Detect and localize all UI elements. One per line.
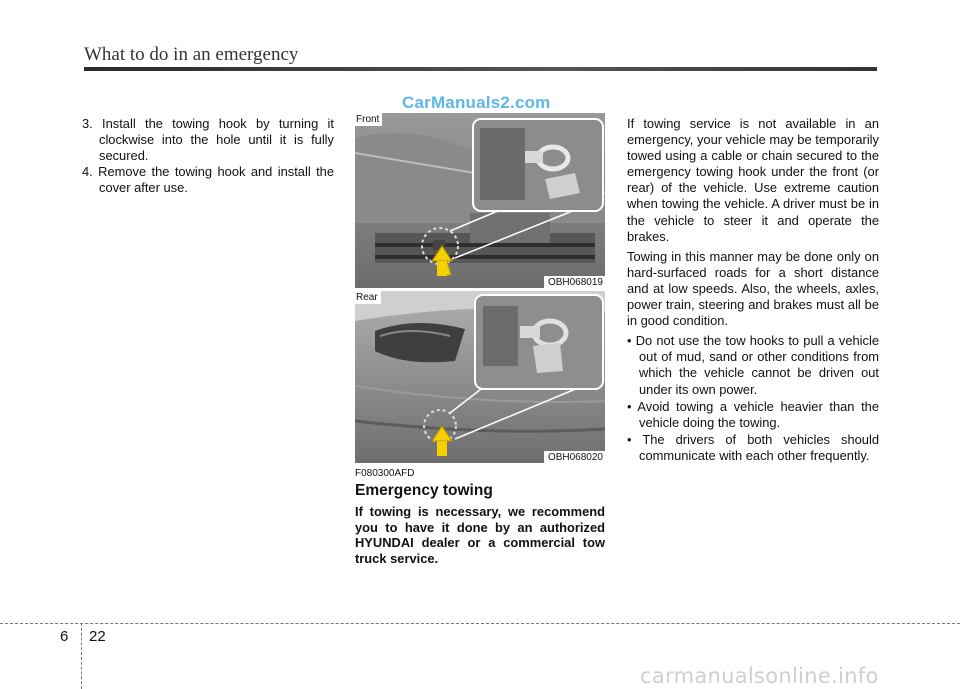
- list-item: • Do not use the tow hooks to pull a vehicle out of mud, sand or other conditions from which the vehicle cannot be driven out under its own power.: [627, 333, 879, 397]
- section-intro: If towing is necessary, we recommend you to have it done by an authorized HYUNDAI dealer or a commercial tow truck service.: [355, 504, 605, 566]
- rear-towing-hook-figure: [355, 291, 605, 463]
- step-3: 3. Install the towing hook by turning it clockwise into the hole until it is fully secured.: [82, 116, 334, 164]
- footer-vertical-divider: [81, 623, 82, 689]
- left-column: [82, 116, 334, 196]
- section-reference-code: F080300AFD: [355, 468, 415, 479]
- right-column: [627, 116, 879, 465]
- front-bumper-illustration: [355, 113, 605, 288]
- step-4: 4. Remove the towing hook and install the cover after use.: [82, 164, 334, 196]
- page-header-title: What to do in an emergency: [84, 44, 299, 65]
- site-watermark[interactable]: CarManuals2.com: [402, 93, 551, 112]
- list-item: • Avoid towing a vehicle heavier than the vehicle doing the towing.: [627, 398, 879, 430]
- front-figure-code: OBH068019: [544, 276, 605, 288]
- footer-watermark[interactable]: carmanualsonline.info: [640, 664, 879, 688]
- front-towing-hook-figure: [355, 113, 605, 288]
- chapter-number: 6: [60, 628, 69, 645]
- list-item: • The drivers of both vehicles should communicate with each other frequently.: [627, 431, 879, 463]
- footer-divider: [0, 623, 960, 624]
- rear-bumper-illustration: [355, 291, 605, 463]
- header-rule: [84, 67, 877, 71]
- section-heading: Emergency towing: [355, 482, 493, 499]
- front-figure-label: Front: [355, 113, 382, 126]
- rear-figure-code: OBH068020: [544, 451, 605, 463]
- towing-cautions-list: [627, 333, 879, 464]
- towing-paragraph-2: Towing in this manner may be done only on hard-surfaced roads for a short distance and at low speeds. Also, the wheels, axles, power train, steering and brakes must all be in good condition.: [627, 248, 879, 329]
- page-number: 22: [89, 628, 106, 645]
- rear-figure-label: Rear: [355, 291, 381, 304]
- towing-paragraph-1: If towing service is not available in an emergency, your vehicle may be temporarily towed using a cable or chain secured to the emergency towing hook under the front (or rear) of the vehicle. Use extreme caution when towing the vehicle. A driver must be in the vehicle to steer it and operate the brakes.: [627, 116, 879, 244]
